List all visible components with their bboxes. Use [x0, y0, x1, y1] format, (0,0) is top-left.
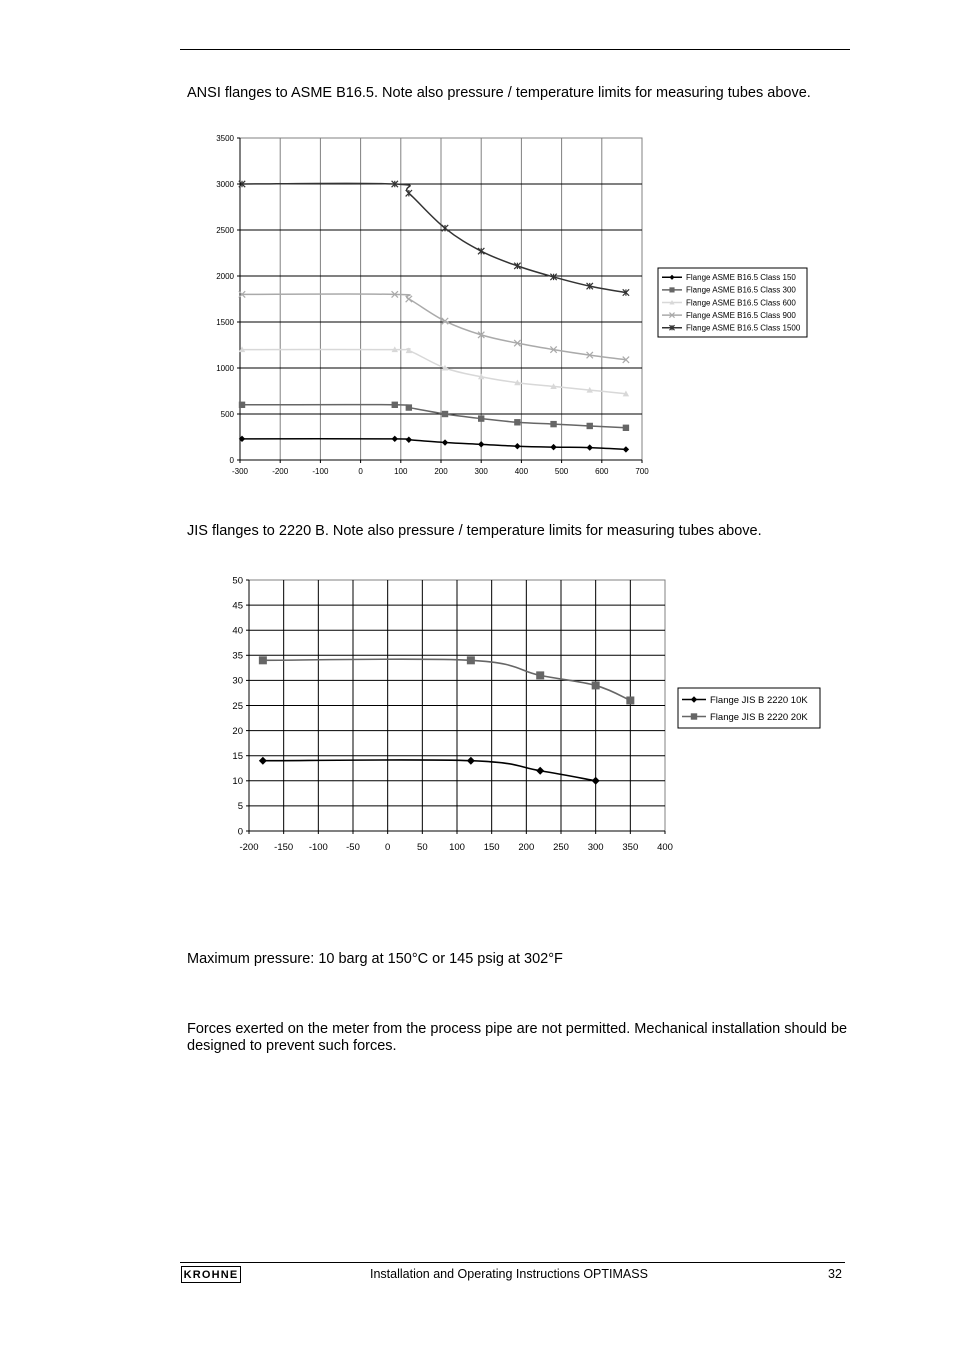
x-tick-label: 0 [358, 467, 363, 476]
max-pressure-text: Maximum pressure: 10 barg at 150°C or 145 psig at 302°F [187, 951, 563, 967]
chart-2-legend [678, 688, 820, 728]
y-tick-label: 1500 [216, 317, 234, 327]
legend-entry: Flange ASME B16.5 Class 600 [686, 298, 796, 308]
y-tick-label: 0 [229, 455, 234, 465]
data-point [259, 656, 267, 664]
y-tick-label: 3500 [216, 133, 234, 143]
x-tick-label: 100 [394, 467, 408, 476]
y-tick-label: 2000 [216, 271, 234, 281]
x-tick-label: -50 [346, 842, 360, 853]
x-tick-label: 250 [553, 842, 569, 853]
x-tick-label: -100 [312, 467, 329, 476]
y-tick-label: 15 [232, 751, 243, 763]
footer-doc-title: Installation and Operating Instructions OPTIMASS [370, 1267, 648, 1281]
y-tick-label: 45 [232, 600, 243, 612]
x-tick-label: 700 [635, 467, 649, 476]
y-tick-label: 0 [237, 826, 243, 838]
y-tick-label: 1000 [216, 363, 234, 373]
x-tick-label: -200 [239, 842, 259, 853]
y-tick-label: 2500 [216, 225, 234, 235]
x-tick-label: 350 [622, 842, 639, 853]
y-tick-label: 40 [232, 625, 243, 637]
x-tick-label: 100 [449, 842, 465, 853]
x-tick-label: 400 [657, 842, 673, 853]
x-tick-label: -150 [274, 842, 294, 853]
legend-swatch-marker [691, 713, 697, 719]
x-tick-label: 0 [385, 842, 391, 853]
jis-intro-text: JIS flanges to 2220 B. Note also pressure / temperature limits for measuring tubes above. [187, 523, 762, 539]
data-point [536, 671, 544, 679]
ansi-intro-text: ANSI flanges to ASME B16.5. Note also pressure / temperature limits for measuring tubes above. [187, 85, 811, 101]
data-point [592, 681, 600, 689]
x-tick-label: 600 [595, 467, 609, 476]
x-tick-label: -200 [272, 467, 289, 476]
y-tick-label: 500 [220, 409, 234, 419]
x-tick-label: -100 [308, 842, 328, 853]
y-tick-label: 30 [232, 675, 243, 687]
legend-entry: Flange JIS B 2220 20K [710, 711, 808, 723]
y-tick-label: 20 [232, 725, 243, 737]
y-tick-label: 35 [232, 650, 243, 662]
x-tick-label: -300 [231, 467, 249, 476]
forces-text: Forces exerted on the meter from the process pipe are not permitted. Mechanical installation should be designed to prevent such forces. [187, 1021, 848, 1054]
legend-entry: Flange ASME B16.5 Class 1500 [686, 323, 801, 333]
footer-rule [180, 1262, 845, 1263]
x-tick-label: 300 [587, 842, 604, 853]
y-tick-label: 25 [232, 700, 243, 712]
legend-entry: Flange JIS B 2220 10K [710, 694, 808, 706]
x-tick-label: 200 [518, 842, 535, 853]
data-point [467, 656, 475, 664]
x-tick-label: 50 [417, 842, 428, 853]
x-tick-label: 400 [514, 467, 529, 476]
y-tick-label: 3000 [216, 179, 234, 189]
chart-2-plot [232, 575, 673, 853]
legend-entry: Flange ASME B16.5 Class 300 [686, 285, 796, 295]
y-tick-label: 5 [237, 801, 243, 813]
legend-entry: Flange ASME B16.5 Class 150 [686, 273, 796, 283]
x-tick-label: 300 [474, 467, 488, 476]
y-tick-label: 50 [232, 575, 243, 587]
footer-page-number: 32 [828, 1267, 842, 1281]
krohne-logo [181, 1266, 241, 1283]
data-point [626, 696, 634, 704]
y-tick-label: 10 [232, 776, 243, 788]
legend-entry: Flange ASME B16.5 Class 900 [686, 310, 796, 320]
krohne-logo-text: KROHNE [183, 1268, 239, 1281]
x-tick-label: 200 [434, 467, 448, 476]
x-tick-label: 150 [483, 842, 500, 853]
x-tick-label: 500 [554, 467, 569, 476]
